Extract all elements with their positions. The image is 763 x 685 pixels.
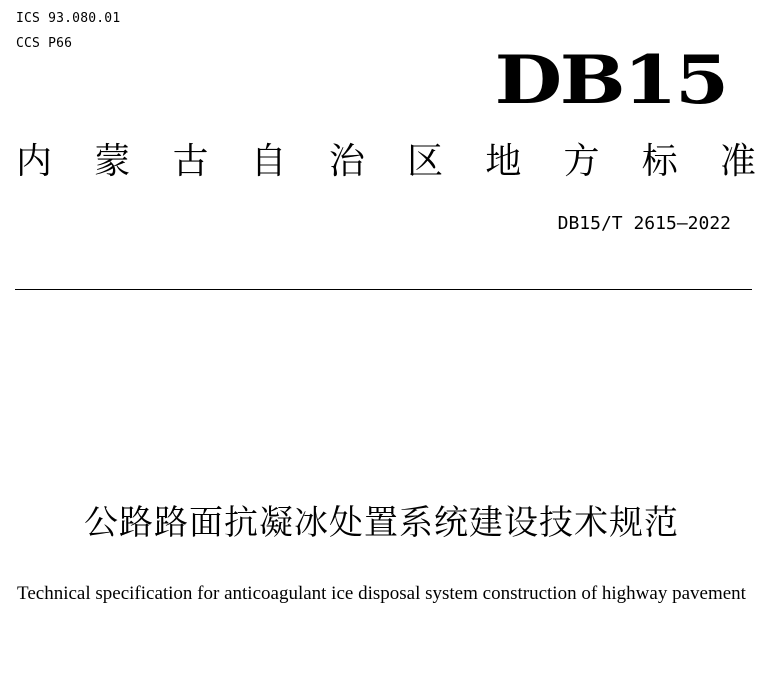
standard-type-heading xyxy=(16,138,756,186)
document-title-english: Technical specification for anticoagulant ice disposal system construction of highway pavement xyxy=(17,583,746,604)
document-title-chinese: 公路路面抗凝冰处置系统建设技术规范 xyxy=(84,503,679,543)
standard-type-char: 地 xyxy=(485,141,522,182)
standard-number: DB15/T 2615—2022 xyxy=(557,213,731,234)
standard-logo: DB15 xyxy=(494,41,727,119)
standard-type-char: 治 xyxy=(328,141,365,182)
standard-type-char: 蒙 xyxy=(94,141,131,182)
standard-type-char: 自 xyxy=(250,141,287,182)
ccs-code: CCS P66 xyxy=(16,36,73,51)
ics-code: ICS 93.080.01 xyxy=(16,11,121,26)
standard-type-char: 区 xyxy=(407,141,444,182)
standard-type-char: 古 xyxy=(172,141,209,182)
standard-type-char: 内 xyxy=(16,141,53,182)
standard-type-char: 方 xyxy=(563,141,600,182)
standard-type-char: 准 xyxy=(719,141,756,182)
header-divider xyxy=(15,289,752,290)
standard-type-char: 标 xyxy=(641,141,678,182)
